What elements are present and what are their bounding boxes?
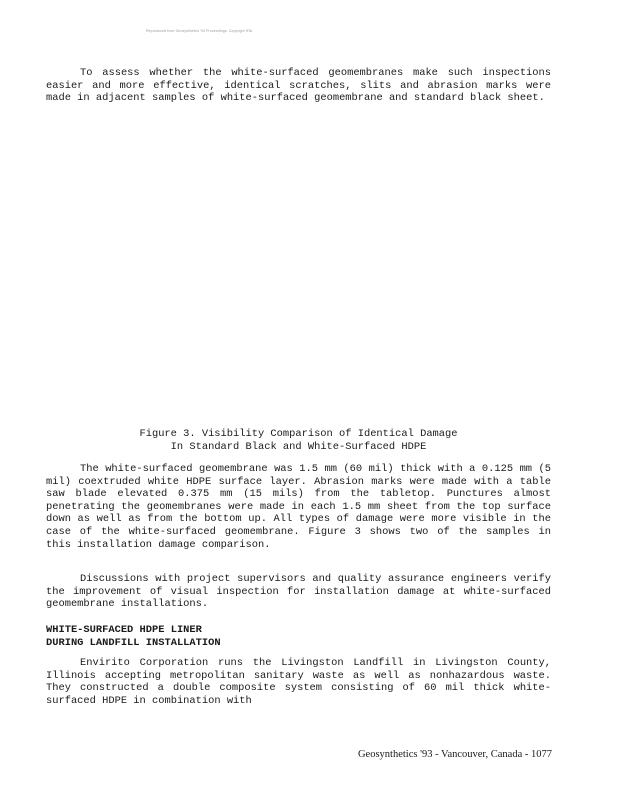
- figure-caption: [46, 428, 551, 453]
- page-footer: Geosynthetics '93 - Vancouver, Canada - 1077: [357, 749, 552, 760]
- discussion-paragraph: Discussions with project supervisors and quality assurance engineers verify the improvement of visual inspection for installation damage at white-surfaced geomembrane installations.: [46, 573, 551, 611]
- figure-caption-line-2: In Standard Black and White-Surfaced HDPE: [170, 440, 427, 453]
- figure-caption-line-1: Figure 3. Visibility Comparison of Identical Damage: [139, 428, 458, 440]
- header-note: Reproduced from Geosynthetics '93 Proceedings. Copyright IFAI.: [146, 29, 254, 33]
- section-heading-line-1: WHITE-SURFACED HDPE LINER: [46, 624, 202, 636]
- damage-paragraph: The white-surfaced geomembrane was 1.5 mm (60 mil) thick with a 0.125 mm (5 mil) coextruded white HDPE surface layer. Abrasion marks were made with a table saw blade elevated 0.375 mm (15 mils) from the tabletop. Punctures almost penetrating the geomembranes were made in each 1.5 mm sheet from the top surface down as well as from the bottom up. All types of damage were more visible in the case of the white-surfaced geomembrane. Figure 3 shows two of the samples in this installation damage comparison.: [46, 463, 551, 551]
- landfill-paragraph: Envirito Corporation runs the Livingston Landfill in Livingston County, Illinois accepting metropolitan sanitary waste as well as nonhazardous waste. They constructed a double composite system consisting of 60 mil thick white-surfaced HDPE in combination with: [46, 657, 551, 707]
- section-heading: [46, 624, 221, 649]
- intro-paragraph: To assess whether the white-surfaced geomembranes make such inspections easier and more effective, identical scratches, slits and abrasion marks were made in adjacent samples of white-surfaced geomembrane and standard black sheet.: [46, 67, 551, 105]
- section-heading-line-2: DURING LANDFILL INSTALLATION: [46, 636, 221, 649]
